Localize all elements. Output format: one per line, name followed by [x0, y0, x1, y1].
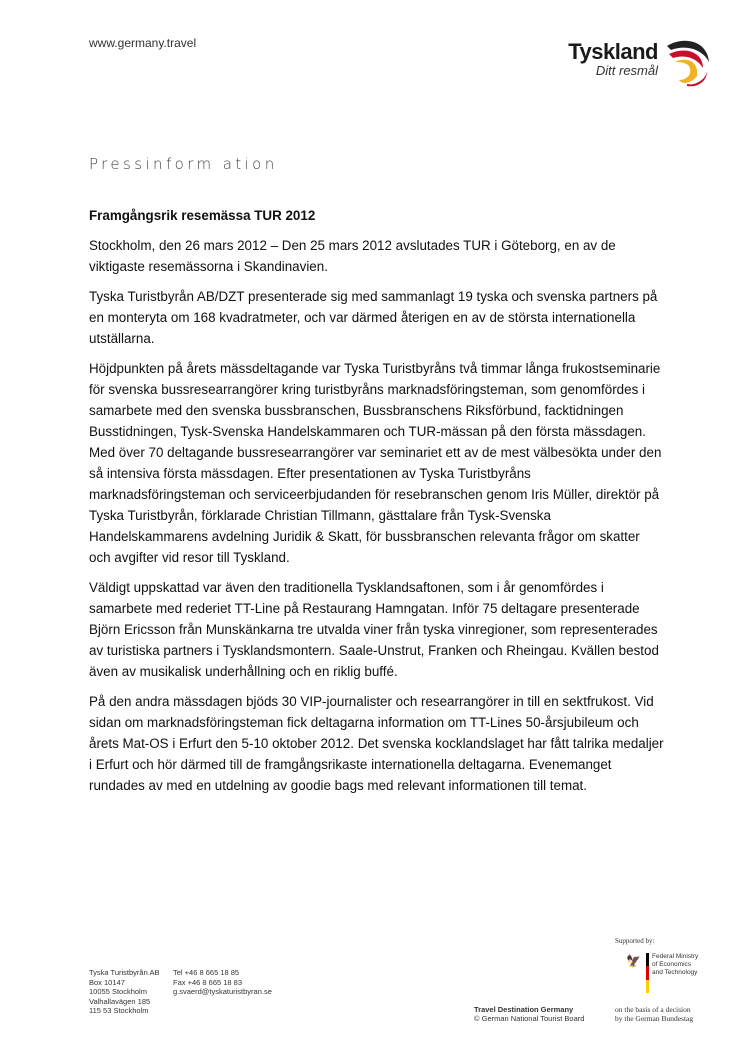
brand-block — [548, 40, 658, 78]
press-information-heading: Pressinform ation — [89, 155, 278, 173]
bundestag-decision — [615, 1005, 693, 1023]
article-paragraph-4: Väldigt uppskattad var även den traditionella Tysklandsaftonen, som i år genomfördes i samarbete med rederiet TT-Line på Restaurang Hamngatan. Inför 75 deltagare presenterade Björn Ericsson från Munskänkarna tre utvalda viner från tyska vinregioner, som representerades av turistiska partners i Tysklandsmontern. Saale-Unstrut, Franken och Rheingau. Kvällen bestod även av musikalisk underhållning och en riklig buffé. — [89, 580, 659, 679]
flag-red-stripe — [646, 966, 649, 979]
ministry-line: of Economics — [652, 961, 692, 968]
article-paragraph-3: Höjdpunkten på årets mässdeltagande var Tyska Turistbyråns två timmar långa frukostseminarie för svenska bussresearrangörer kring turistbyråns marknadsföringsteman, som genomfördes i samarbete med den svenska bussbranschen, Bussbranschens Riksförbund, facktidningen Busstidningen, Tysk-Svenska Handelskammaren och TUR-mässan på den första mässdagen. Med över 70 deltagande bussresearrangörer var seminariet ett av de mest välbesökta under den så intensiva första mässdagen. Efter presentationen av Tyska Turistbyråns marknadsföringsteman och serviceerbjudanden för resebranschen genom Iris Müller, direktör på Tyska Turistbyrån, förklarade Christian Tillmann, gästtalare från Tysk-Svenska Handelskammarens avdelning Juridik & Skatt, för bussbranschen relevanta frågor om skatter och avgifter vid resor till Tyskland. — [89, 361, 662, 565]
ministry-line: and Technology — [652, 969, 698, 976]
ministry-name — [652, 953, 698, 977]
address-line: Box 10147 — [89, 977, 125, 987]
article-paragraph-2: Tyska Turistbyrån AB/DZT presenterade sig med sammanlagt 19 tyska och svenska partners på en monteryta om 168 kvadratmeter, och var därmed återigen en av de största internationella utställarna. — [89, 289, 658, 346]
supported-by-label: Supported by: — [615, 937, 655, 945]
phone-number: Tel +46 8 665 18 85 — [173, 968, 240, 977]
german-flag-icon — [646, 953, 649, 993]
website-url: www.germany.travel — [89, 36, 197, 50]
address-line: Valhallavägen 185 — [89, 996, 151, 1006]
flag-gold-stripe — [646, 980, 649, 993]
email-address[interactable]: g.svaerd@tyskaturistbyran.se — [173, 987, 272, 997]
flag-black-stripe — [646, 953, 649, 966]
footer-contact — [173, 968, 272, 997]
address-line: 10055 Stockholm — [89, 987, 147, 997]
tdg-title: Travel Destination Germany — [474, 1005, 574, 1014]
article — [89, 205, 664, 805]
eagle-icon: 🦅 — [626, 954, 641, 968]
fax-number: Fax +46 8 665 18 83 — [173, 977, 243, 987]
brand-name: Tyskland — [568, 39, 658, 64]
brand-tagline: Ditt resmål — [595, 63, 658, 78]
article-paragraph-1: Stockholm, den 26 mars 2012 – Den 25 mars 2012 avslutades TUR i Göteborg, en av de viktigaste resemässorna i Skandinavien. — [89, 238, 616, 274]
footer-address — [89, 968, 159, 1016]
article-title: Framgångsrik resemässa TUR 2012 — [89, 208, 316, 223]
address-line: 115 53 Stockholm — [89, 1006, 149, 1016]
decision-line: on the basis of a decision — [615, 1005, 691, 1014]
ministry-line: Federal Ministry — [652, 953, 699, 960]
article-paragraph-5: På den andra mässdagen bjöds 30 VIP-journalister och researrangörer in till en sektfrukost. Vid sidan om marknadsföringsteman fick deltagarna information om TT-Lines 50-årsjubileum och årets Mat-OS i Erfurt den 5-10 oktober 2012. Det svenska kocklandslaget har fått talrika medaljer i Erfurt och hör därmed till de framgångsrikaste internationella deltagarna. Evenemanget rundades av med en utdelning av goodie bags med relevant informationen till temat. — [89, 694, 664, 793]
tdg-subtitle: © German National Tourist Board — [474, 1014, 585, 1023]
address-line: Tyska Turistbyrån AB — [89, 968, 160, 977]
ministry-logo — [626, 953, 716, 995]
decision-line: by the German Bundestag — [615, 1014, 694, 1023]
germany-swirl-logo-icon — [657, 34, 713, 90]
travel-destination-germany — [474, 1005, 584, 1023]
